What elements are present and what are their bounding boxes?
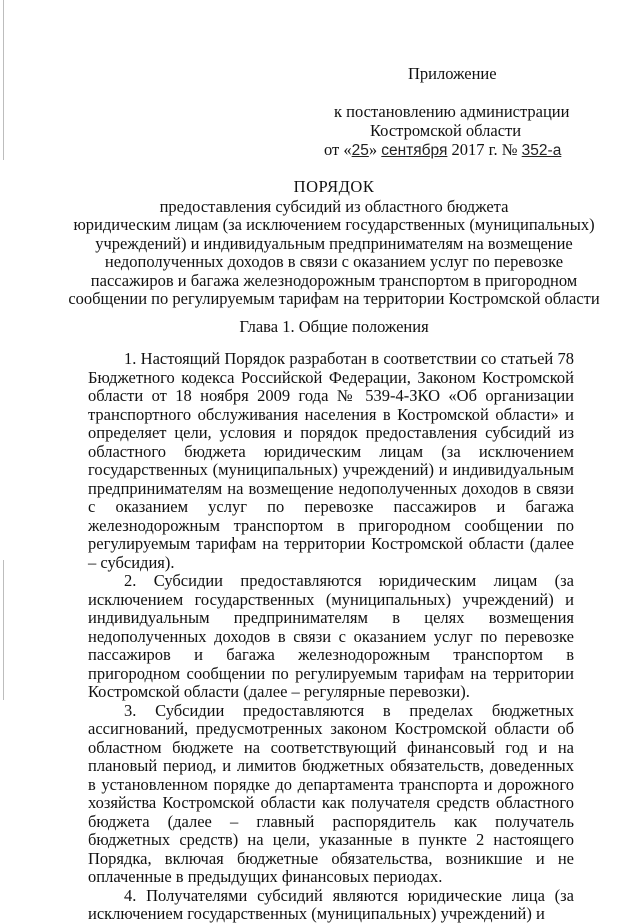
title-line: юридическим лицам (за исключением государственных (муниципальных) <box>73 215 595 234</box>
date-month: сентября <box>381 142 448 159</box>
paragraph: 2. Субсидии предоставляются юридическим лицам (за исключением государственных (муниципальных) учреждений) и индивидуальным предпринимателям в целях возмещения недополученных доходов в связи с оказанием услуг по перевозке пассажиров и багажа железнодорожным транспортом в пригородном сообщении по регулируемым тарифам на территории Костромской области (далее – регулярные перевозки). <box>88 571 574 701</box>
region-line: Костромской области <box>370 121 522 140</box>
title-line: учреждений) и индивидуальным предпринимателям на возмещение <box>95 233 573 253</box>
title-line: пассажиров и багажа железнодорожным транспортом в пригородном <box>90 270 578 290</box>
resolution-line: к постановлению администрации <box>334 102 570 121</box>
chapter-heading: Глава 1. Общие положения <box>239 317 429 336</box>
appendix-label: Приложение <box>408 64 497 83</box>
scan-edge-line <box>3 560 4 700</box>
scan-edge-line <box>3 0 4 160</box>
paragraph: 3. Субсидии предоставляются в пределах бюджетных ассигнований, предусмотренных законом Костромской области об областном бюджете на соответствующий финансовый год и на плановый период, и лимитов бюджетных обязательств, доведенных в установленном порядке до департамента транспорта и дорожного хозяйства Костромской области как получателя средств областного бюджета (далее – главный распорядитель как получатель бюджетных средств) на цели, указанные в пункте 2 настоящего Порядка, включая бюджетные обязательства, возникшие и не оплаченные в предыдущих финансовых периодах. <box>88 700 574 886</box>
document-title <box>60 178 608 309</box>
title-main: ПОРЯДОК <box>293 177 375 196</box>
title-line: предоставления субсидий из областного бюджета <box>159 196 509 216</box>
paragraph: 1. Настоящий Порядок разработан в соответствии со статьей 78 Бюджетного кодекса Российской Федерации, Законом Костромской области от 18 ноября 2009 года № 539-4-ЗКО «Об организации транспортного обслуживания населения в Костромской области» и определяет цели, условия и порядок предоставления субсидий из областного бюджета юридическим лицам (за исключением государственных (муниципальных) учреждений) и индивидуальным предпринимателям на возмещение недополученных доходов в связи с оказанием услуг по перевозке пассажиров и багажа железнодорожным транспортом в пригородном сообщении по регулируемым тарифам на территории Костромской области (далее – субсидия). <box>88 349 574 572</box>
title-line: сообщении по регулируемым тарифам на территории Костромской области <box>68 289 600 308</box>
date-day: 25 <box>351 142 369 159</box>
document-body <box>88 350 574 924</box>
document-header <box>300 64 600 160</box>
date-number-line: от «25» сентября 2017 г. № 352-а <box>324 140 562 159</box>
paragraph: 4. Получателями субсидий являются юридические лица (за исключением государственных (муниципальных) учреждений) и <box>88 885 574 923</box>
title-line: недополученных доходов в связи с оказанием услуг по перевозке <box>104 252 564 271</box>
document-number: 352-а <box>521 142 562 159</box>
